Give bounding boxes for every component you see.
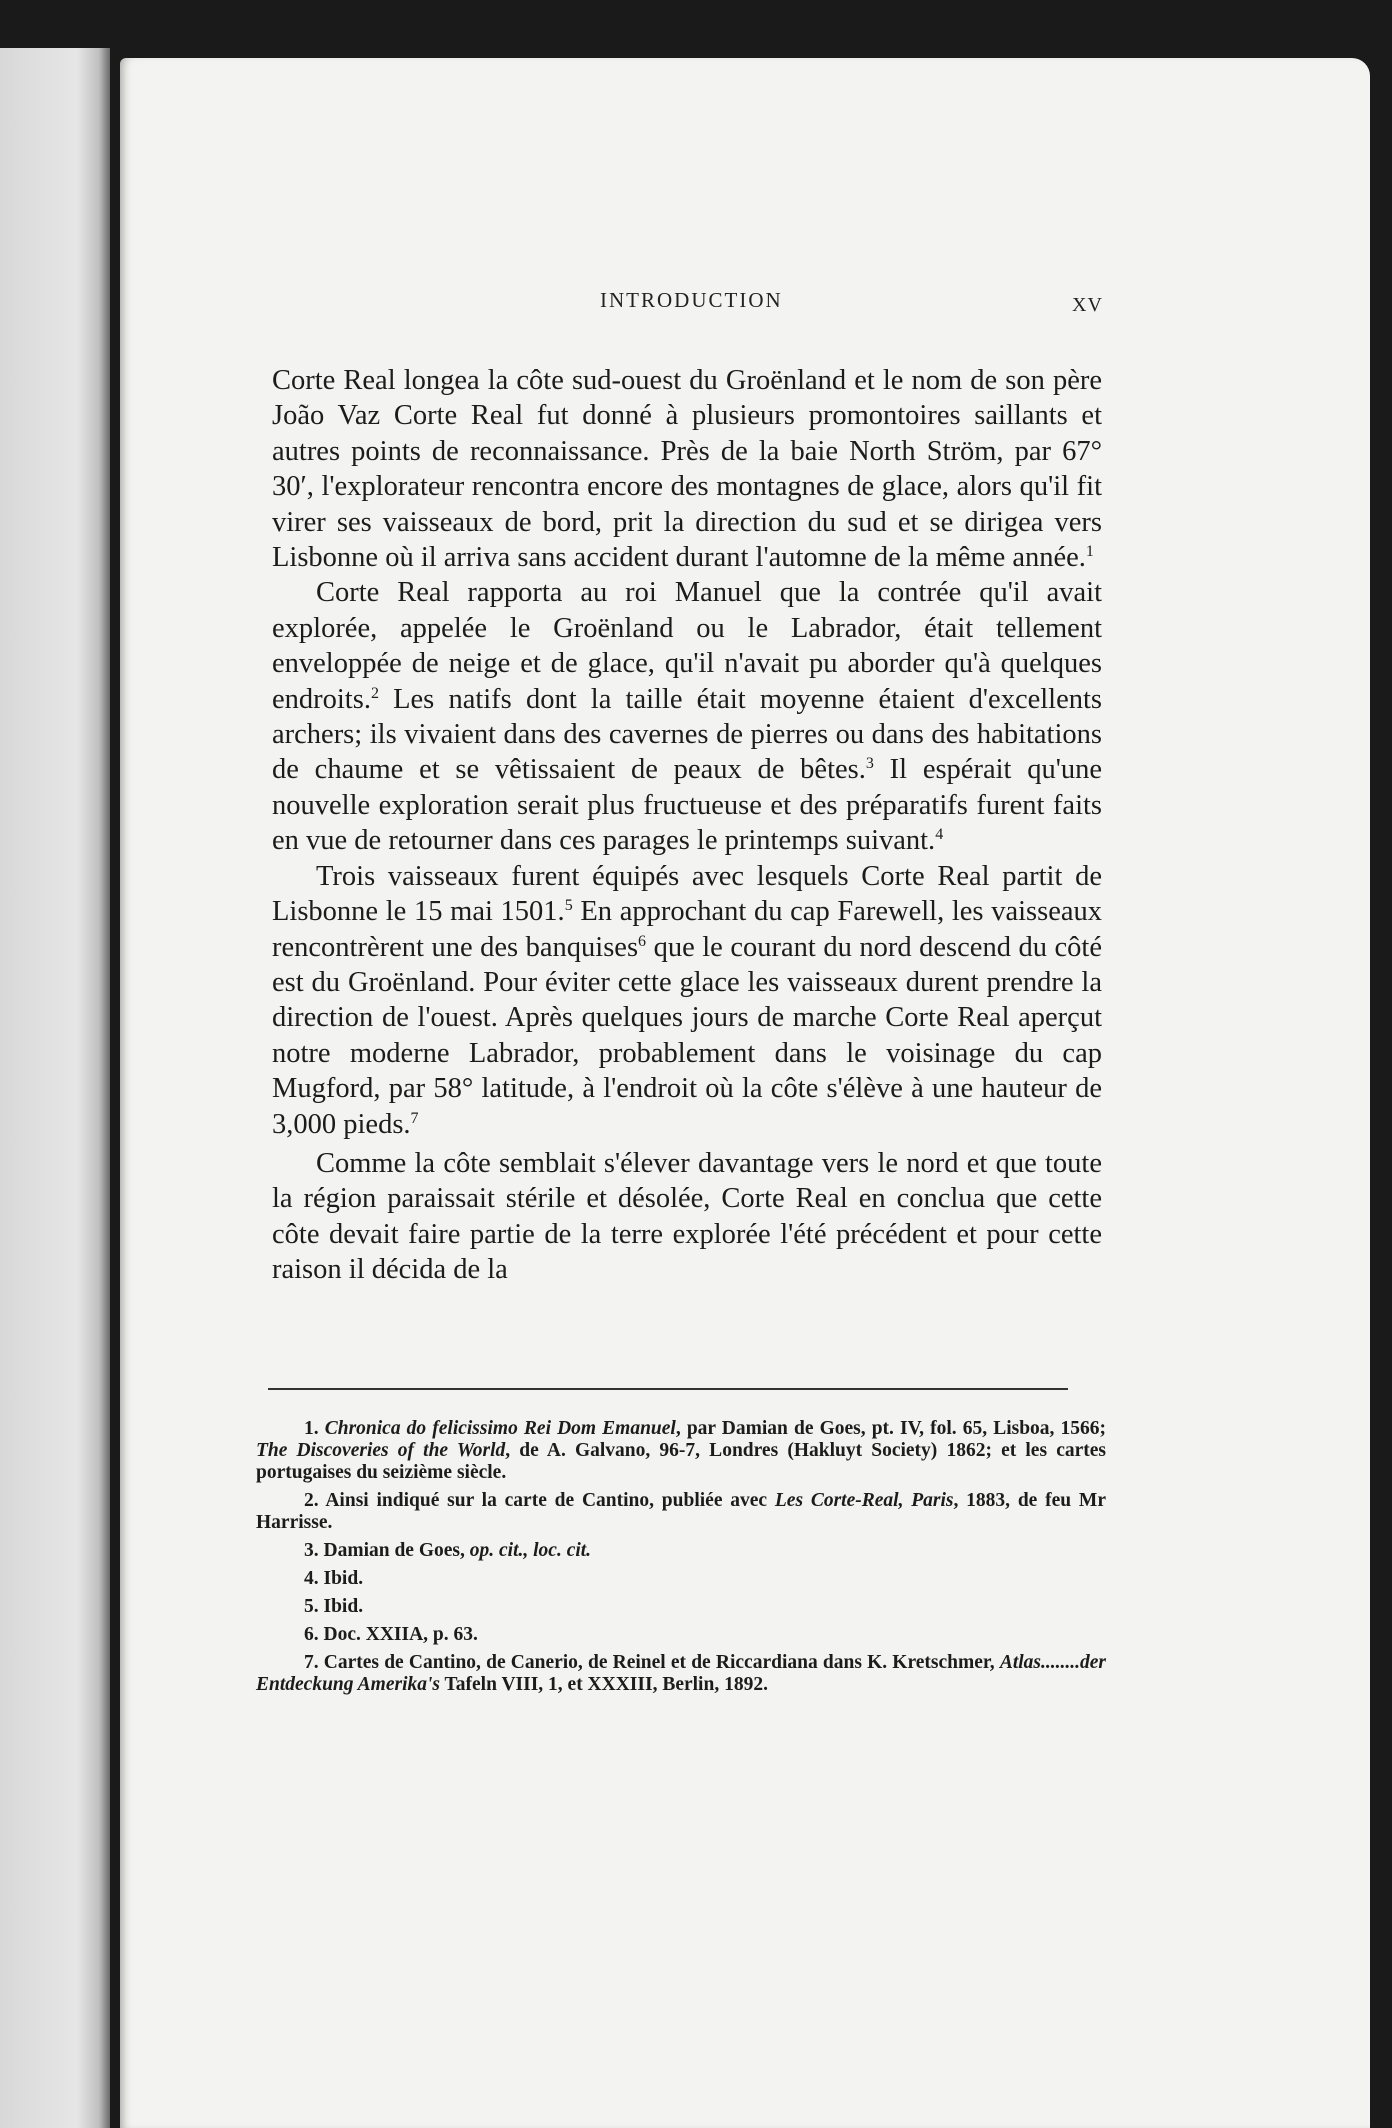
footnote-7-number: 7. [304, 1652, 319, 1673]
footnote-2-title: Les Corte-Real, Paris [774, 1490, 954, 1511]
footnote-7-text-a: Cartes de Cantino, de Canerio, de Reinel et de Riccardiana dans K. Kretschmer, [323, 1652, 1000, 1673]
paragraph-3-text-c: que le courant du nord descend du côté est du Groënland. Pour éviter cette glace les vaisseaux durent prendre la direction de l'ouest. Après quelques jours de marche Corte Real aperçut notre moderne Labrador, probablement dans le voisinage du cap Mugford, par 58° latitude, à l'endroit où la côte s'élève à une hauteur de 3,000 pieds. [272, 931, 1102, 1140]
footnote-2 [256, 1490, 1106, 1534]
facing-page-edge [0, 48, 110, 2128]
paragraph-4 [272, 1146, 1102, 1288]
page-number: XV [1072, 294, 1103, 316]
paragraph-1 [272, 363, 1102, 575]
paragraph-2-text-c: Il espérait qu'une nouvelle exploration serait plus fructueuse et des préparatifs furent faits en vue de retourner dans ces parages le printemps suivant. [272, 754, 1102, 857]
footnote-3-number: 3. [304, 1540, 319, 1561]
paragraph-3-text-a: Trois vaisseaux furent équipés avec lesquels Corte Real partit de Lisbonne le 15 mai 1501. [272, 860, 1102, 928]
paragraph-1-text: Corte Real longea la côte sud-ouest du Groënland et le nom de son père João Vaz Corte Real fut donné à plusieurs promontoires saillants et autres points de reconnaissance. Près de la baie North Ström, par 67° 30′, l'explorateur rencontra encore des montagnes de glace, alors qu'il fit virer ses vaisseaux de bord, prit la direction du sud et se dirigea vers Lisbonne où il arriva sans accident durant l'automne de la même année. [272, 365, 1102, 574]
footnote-1-title: Chronica do felicissimo Rei Dom Emanuel [324, 1418, 676, 1439]
footnote-1-number: 1. [304, 1418, 319, 1439]
footnote-5: 5. Ibid. [304, 1596, 364, 1617]
running-head-title: INTRODUCTION [600, 288, 783, 312]
footnote-rule [268, 1388, 1068, 1390]
footnote-3-text: Damian de Goes, [323, 1540, 470, 1561]
footnote-1 [256, 1418, 1106, 1484]
footnote-2-text-b: , 1883, de feu Mr Harrisse. [256, 1490, 1106, 1533]
footnote-1-text-b: , de A. Galvano, 96-7, Londres (Hakluyt Society) 1862; et les cartes portugaises du seizième siècle. [256, 1440, 1106, 1483]
footnote-4: 4. Ibid. [304, 1568, 364, 1589]
footnote-2-number: 2. [304, 1490, 319, 1511]
footnote-2-text-a: Ainsi indiqué sur la carte de Cantino, publiée avec [325, 1490, 775, 1511]
footnote-ref-4: 4 [935, 826, 944, 844]
footnote-ref-3: 3 [865, 755, 874, 773]
paragraph-2-text-a: Corte Real rapporta au roi Manuel que la contrée qu'il avait explorée, appelée le Groënland ou le Labrador, était tellement enveloppée de neige et de glace, qu'il n'avait pu aborder qu'à quelques endroits. [272, 577, 1102, 715]
paragraph-4-text: Comme la côte semblait s'élever davantage vers le nord et que toute la région paraissait stérile et désolée, Corte Real en conclua que cette côte devait faire partie de la terre explorée l'été précédent et pour cette raison il décida de la [272, 1147, 1102, 1286]
footnotes [256, 1418, 1106, 1702]
running-head [0, 288, 1392, 318]
paragraph-2-text-b: Les natifs dont la taille était moyenne étaient d'excellents archers; ils vivaient dans des cavernes de pierres ou dans des habitations de chaume et se vêtissaient de peaux de bêtes. [272, 683, 1102, 786]
paragraph-3 [272, 859, 1102, 1142]
footnote-6: 6. Doc. XXIIA, p. 63. [304, 1624, 478, 1645]
footnote-ref-1: 1 [1085, 543, 1094, 561]
main-text [272, 363, 1102, 1288]
footnote-ref-6: 6 [638, 932, 647, 950]
footnote-7-text-b: Tafeln VIII, 1, et XXXIII, Berlin, 1892. [440, 1674, 768, 1695]
paragraph-2 [272, 575, 1102, 858]
footnote-7-title: Atlas........der Entdeckung Amerika's [256, 1652, 1106, 1695]
footnote-ref-5: 5 [564, 897, 573, 915]
footnote-3-title: op. cit., loc. cit. [469, 1540, 592, 1561]
paragraph-3-text-b: En approchant du cap Farewell, les vaisseaux rencontrèrent une des banquises [272, 896, 1102, 963]
footnote-3 [256, 1540, 1106, 1562]
footnote-1-text-a: , par Damian de Goes, pt. IV, fol. 65, Lisboa, 1566; [675, 1418, 1107, 1439]
footnote-ref-7: 7 [410, 1109, 419, 1127]
footnote-ref-2: 2 [370, 684, 379, 702]
footnote-1-title-2: The Discoveries of the World [256, 1440, 506, 1461]
footnote-7 [256, 1652, 1106, 1696]
